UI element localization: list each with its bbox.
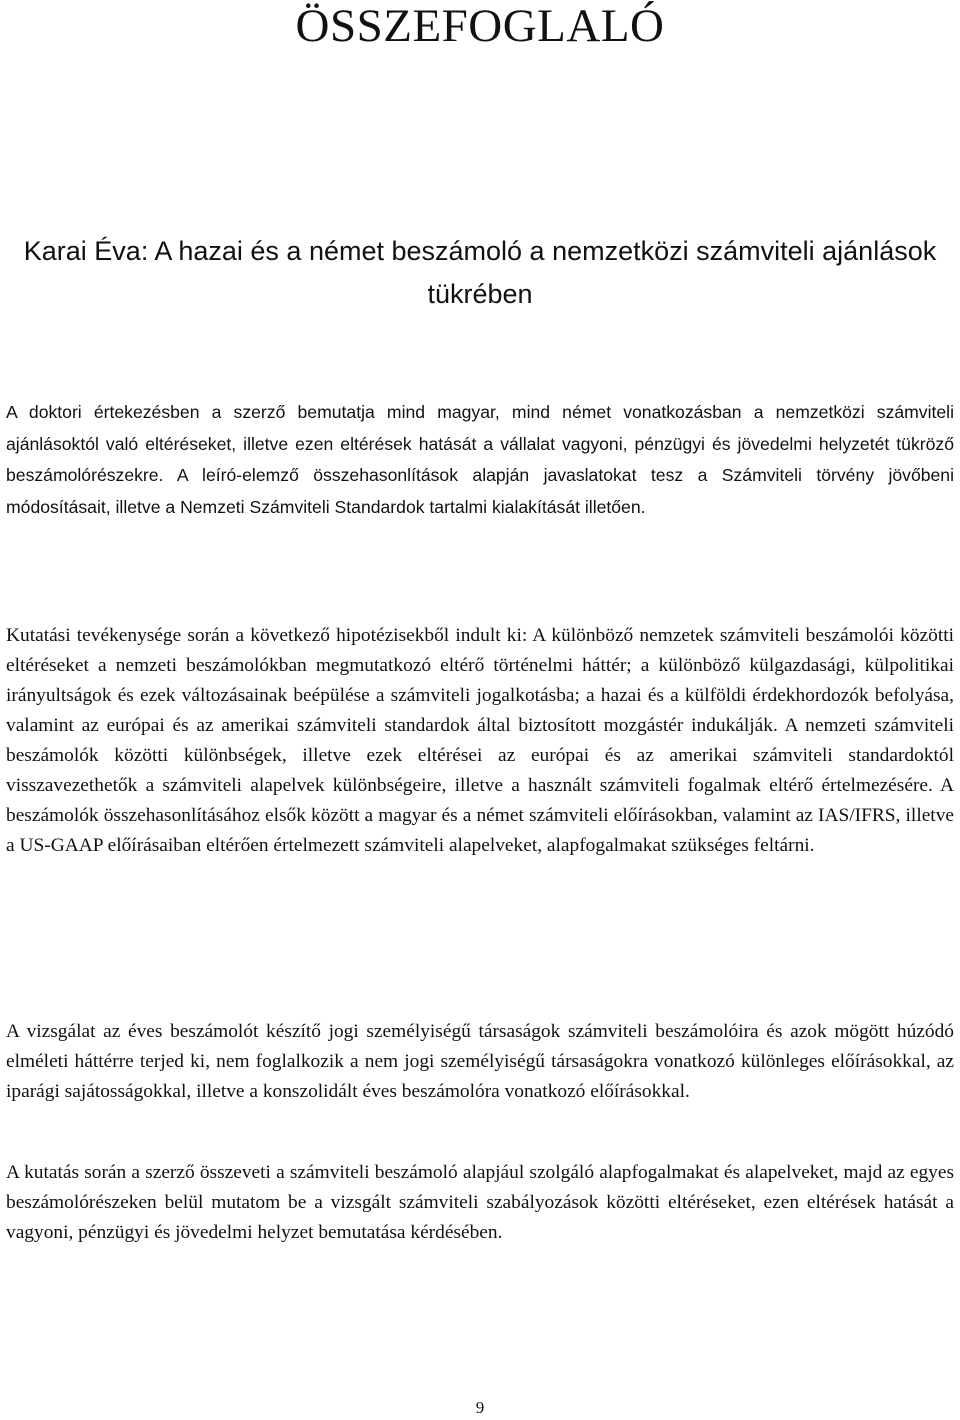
- body-paragraph-scope: A vizsgálat az éves beszámolót készítő jogi személyiségű társaságok számviteli beszámolóira és azok mögött húzódó elméleti háttérre terjed ki, nem foglalkozik a nem jogi személyiségű társaságokra vonatkozó különleges előírásokkal, az iparági sajátosságokkal, illetve a konszolidált éves beszámolóra vonatkozó előírásokkal.: [6, 1021, 954, 1102]
- page-title: ÖSSZEFOGLALÓ: [295, 0, 665, 52]
- body-paragraph-hypotheses: Kutatási tevékenysége során a következő hipotézisekből indult ki: A különböző nemzetek számviteli beszámolói közötti eltéréseket a nemzeti beszámolókban megmutatkozó eltérő történelmi háttér; a különböző külgazdasági, külpolitikai irányultságok és ezek változásainak beépülése a számviteli jogalkotásba; a hazai és a külföldi érdekhordozók befolyása, valamint az európai és az amerikai számviteli standardok által biztosított mozgástér indukálják. A nemzeti számviteli beszámolók közötti különbségek, illetve ezek eltérései az európai és az amerikai számviteli standardoktól visszavezethetők a számviteli alapelvek különbségeire, illetve a használt számviteli fogalmak eltérő értelmezésére. A beszámolók összehasonlításához elsők között a magyar és a német számviteli előírásokban, valamint az IAS/IFRS, illetve a US-GAAP előírásaiban eltérően értelmezett számviteli alapelveket, alapfogalmakat szükséges feltárni.: [6, 625, 954, 856]
- page-number: 9: [475, 1398, 485, 1417]
- body-paragraph-method: A kutatás során a szerző összeveti a számviteli beszámoló alapjául szolgáló alapfogalmakat és alapelveket, majd az egyes beszámolórészeken belül mutatom be a vizsgált számviteli szabályozások közötti eltéréseket, ezen eltérések hatását a vagyoni, pénzügyi és jövedelmi helyzet bemutatása kérdésében.: [6, 1162, 954, 1243]
- abstract-paragraph: A doktori értekezésben a szerző bemutatja mind magyar, mind német vonatkozásban a nemzetközi számviteli ajánlásoktól való eltéréseket, illetve ezen eltérések hatását a vállalat vagyoni, pénzügyi és jövedelmi helyzetét tükröző beszámolórészekre. A leíró-elemző összehasonlítások alapján javaslatokat tesz a Számviteli törvény jövőbeni módosításait, illetve a Nemzeti Számviteli Standardok tartalmi kialakítását illetően.: [6, 402, 954, 517]
- document-subtitle: Karai Éva: A hazai és a német beszámoló a nemzetközi számviteli ajánlások tükrében: [23, 236, 937, 309]
